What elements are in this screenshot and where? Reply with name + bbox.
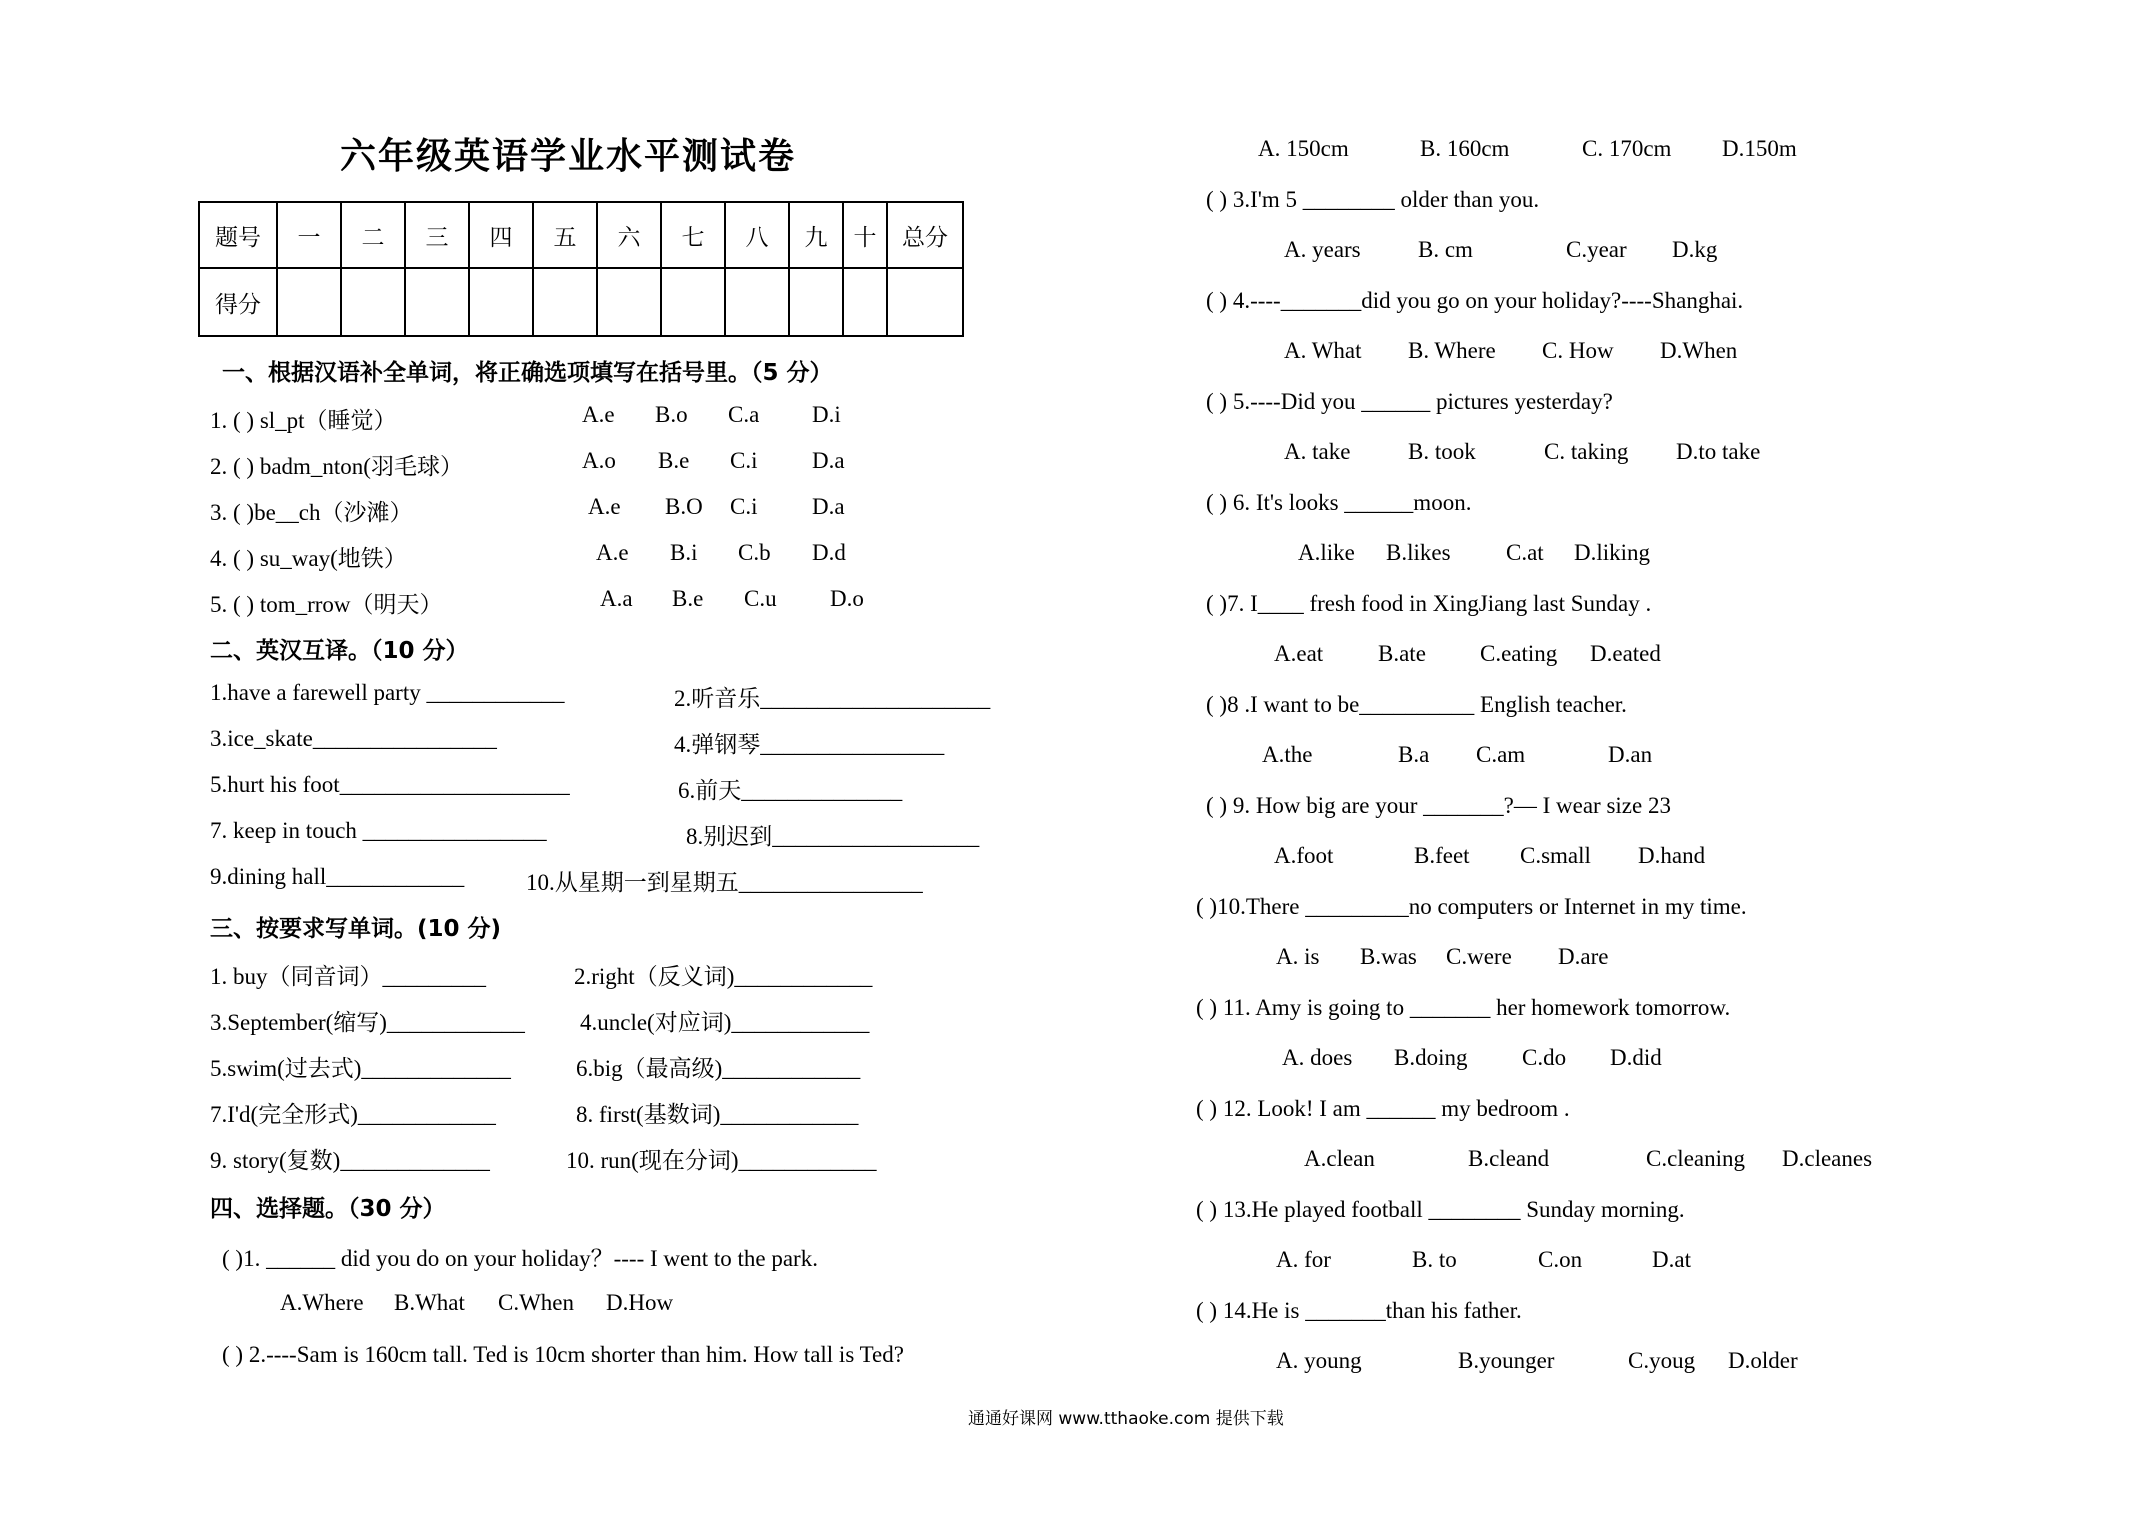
section-1-question: 2. ( ) badm_nton(羽毛球） (210, 454, 463, 479)
word-item: 2.right（反义词)____________ (574, 964, 873, 989)
option: D.a (812, 448, 845, 473)
option: A.clean (1304, 1146, 1375, 1171)
score-table-header: 一 (277, 202, 341, 268)
choice-question: ( ) 13.He played football ________ Sunday morning. (1196, 1197, 1685, 1222)
option: B.younger (1458, 1348, 1555, 1373)
option: A.Where (280, 1290, 364, 1315)
option: C.small (1520, 843, 1591, 868)
option: D.o (830, 586, 864, 611)
option: C.youg (1628, 1348, 1696, 1373)
score-cell (843, 268, 887, 336)
option: D.150m (1722, 136, 1797, 161)
score-table-header: 五 (533, 202, 597, 268)
translation-item: 5.hurt his foot____________________ (210, 772, 570, 797)
option: C.do (1522, 1045, 1567, 1070)
option: B.cleand (1468, 1146, 1550, 1171)
option: B.was (1360, 944, 1417, 969)
word-item: 4.uncle(对应词)____________ (580, 1010, 870, 1035)
translation-item: 2.听音乐____________________ (674, 686, 991, 711)
score-table-header: 十 (843, 202, 887, 268)
score-table-row-label: 得分 (199, 268, 277, 336)
option: B. 160cm (1420, 136, 1510, 161)
score-cell (661, 268, 725, 336)
score-table-header: 八 (725, 202, 789, 268)
score-table-header: 四 (469, 202, 533, 268)
choice-question: ( ) 12. Look! I am ______ my bedroom . (1196, 1096, 1570, 1121)
option: A.a (600, 586, 633, 611)
translation-item: 1.have a farewell party ____________ (210, 680, 565, 705)
option: A.e (596, 540, 629, 565)
word-item: 7.I'd(完全形式)____________ (210, 1102, 496, 1127)
translation-item: 7. keep in touch ________________ (210, 818, 547, 843)
option: B.e (658, 448, 690, 473)
option: C.year (1566, 237, 1627, 262)
section-2-heading: 二、英汉互译。（10 分） (210, 638, 469, 664)
choice-question: ( ) 4.----_______did you go on your holiday?----Shanghai. (1206, 288, 1744, 313)
option: C.When (498, 1290, 575, 1315)
option: C.were (1446, 944, 1512, 969)
option: B.O (665, 494, 703, 519)
option: D.d (812, 540, 846, 565)
score-cell (277, 268, 341, 336)
section-1-heading: 一、根据汉语补全单词，将正确选项填写在括号里。（5 分） (222, 360, 833, 386)
option: A.the (1262, 742, 1313, 767)
option: B.doing (1394, 1045, 1468, 1070)
option: B. cm (1418, 237, 1473, 262)
option: D.did (1610, 1045, 1662, 1070)
translation-item: 6.前天______________ (678, 778, 903, 803)
word-item: 10. run(现在分词)____________ (566, 1148, 877, 1173)
option: C. How (1542, 338, 1614, 363)
option: B. took (1408, 439, 1476, 464)
option: B.i (670, 540, 698, 565)
section-1-question: 5. ( ) tom_rrow（明天） (210, 592, 443, 617)
score-table (198, 201, 964, 337)
score-table-header: 六 (597, 202, 661, 268)
score-table-header: 九 (789, 202, 843, 268)
option: B. Where (1408, 338, 1496, 363)
option: B.feet (1414, 843, 1470, 868)
option: C. 170cm (1582, 136, 1672, 161)
choice-question: ( )1. ______ did you do on your holiday？---- I went to the park. (222, 1246, 818, 1271)
option: C.cleaning (1646, 1146, 1745, 1171)
choice-question: ( )8 .I want to be__________ English teacher. (1206, 692, 1627, 717)
section-4-heading: 四、选择题。（30 分） (210, 1196, 446, 1222)
option: D.kg (1672, 237, 1718, 262)
option: D.to take (1676, 439, 1761, 464)
translation-item: 10.从星期一到星期五________________ (526, 870, 923, 895)
option: D.i (812, 402, 841, 427)
section-1-question: 1. ( ) sl_pt（睡觉） (210, 408, 397, 433)
translation-item: 3.ice_skate________________ (210, 726, 497, 751)
option: C.am (1476, 742, 1526, 767)
option: A.eat (1274, 641, 1324, 666)
score-cell (341, 268, 405, 336)
choice-question: ( ) 11. Amy is going to _______ her homework tomorrow. (1196, 995, 1731, 1020)
score-cell (887, 268, 963, 336)
score-table-row-label: 题号 (199, 202, 277, 268)
score-cell (789, 268, 843, 336)
option: A.o (582, 448, 616, 473)
option: A. years (1284, 237, 1361, 262)
option: D.an (1608, 742, 1653, 767)
score-table-header: 七 (661, 202, 725, 268)
option: A.like (1298, 540, 1355, 565)
option: C. taking (1544, 439, 1629, 464)
score-cell (597, 268, 661, 336)
option: C.i (730, 448, 758, 473)
word-item: 1. buy（同音词）_________ (210, 964, 486, 989)
option: C.eating (1480, 641, 1558, 666)
option: B.a (1398, 742, 1430, 767)
option: D.at (1652, 1247, 1691, 1272)
option: B.e (672, 586, 704, 611)
section-1-question: 3. ( )be__ch（沙滩） (210, 500, 413, 525)
option: C.u (744, 586, 777, 611)
option: C.b (738, 540, 771, 565)
option: C.i (730, 494, 758, 519)
score-cell (725, 268, 789, 336)
option: D.liking (1574, 540, 1651, 565)
option: A. What (1284, 338, 1362, 363)
score-table-header: 三 (405, 202, 469, 268)
page-title: 六年级英语学业水平测试卷 (340, 136, 797, 177)
word-item: 9. story(复数)_____________ (210, 1148, 490, 1173)
word-item: 8. first(基数词)____________ (576, 1102, 859, 1127)
score-table-header: 二 (341, 202, 405, 268)
section-1-question: 4. ( ) su_way(地铁） (210, 546, 407, 571)
option: A.foot (1274, 843, 1334, 868)
option: A. for (1276, 1247, 1331, 1272)
choice-question: ( )7. I____ fresh food in XingJiang last Sunday . (1206, 591, 1652, 616)
option: D.are (1558, 944, 1609, 969)
score-cell (405, 268, 469, 336)
score-table-header: 总分 (887, 202, 963, 268)
choice-question: ( ) 9. How big are your _______?— I wear size 23 (1206, 793, 1671, 818)
translation-item: 9.dining hall____________ (210, 864, 465, 889)
option: C.at (1506, 540, 1544, 565)
option: A.e (588, 494, 621, 519)
word-item: 3.September(缩写)____________ (210, 1010, 525, 1035)
option: D.eated (1590, 641, 1661, 666)
option: D.How (606, 1290, 674, 1315)
score-cell (533, 268, 597, 336)
option: C.a (728, 402, 760, 427)
option: A. 150cm (1258, 136, 1349, 161)
option: C.on (1538, 1247, 1583, 1272)
option: D.When (1660, 338, 1738, 363)
option: A. young (1276, 1348, 1362, 1373)
translation-item: 8.别迟到__________________ (686, 824, 980, 849)
option: B.likes (1386, 540, 1451, 565)
word-item: 6.big（最高级)____________ (576, 1056, 861, 1081)
option: B. to (1412, 1247, 1457, 1272)
choice-question: ( ) 2.----Sam is 160cm tall. Ted is 10cm shorter than him. How tall is Ted? (222, 1342, 904, 1367)
option: B.o (655, 402, 688, 427)
choice-question: ( )10.There _________no computers or Internet in my time. (1196, 894, 1747, 919)
footer-credit: 通通好课网 www.tthaoke.com 提供下载 (968, 1409, 1284, 1429)
option: B.ate (1378, 641, 1426, 666)
section-3-heading: 三、按要求写单词。(10 分) (210, 916, 502, 942)
choice-question: ( ) 14.He is _______than his father. (1196, 1298, 1522, 1323)
choice-question: ( ) 5.----Did you ______ pictures yesterday? (1206, 389, 1613, 414)
option: A. does (1282, 1045, 1353, 1070)
option: D.hand (1638, 843, 1706, 868)
option: D.a (812, 494, 845, 519)
option: B.What (394, 1290, 465, 1315)
option: D.cleanes (1782, 1146, 1873, 1171)
option: A. take (1284, 439, 1351, 464)
choice-question: ( ) 6. It's looks ______moon. (1206, 490, 1472, 515)
score-cell (469, 268, 533, 336)
translation-item: 4.弹钢琴________________ (674, 732, 945, 757)
word-item: 5.swim(过去式)_____________ (210, 1056, 511, 1081)
choice-question: ( ) 3.I'm 5 ________ older than you. (1206, 187, 1540, 212)
option: A.e (582, 402, 615, 427)
option: A. is (1276, 944, 1320, 969)
option: D.older (1728, 1348, 1798, 1373)
